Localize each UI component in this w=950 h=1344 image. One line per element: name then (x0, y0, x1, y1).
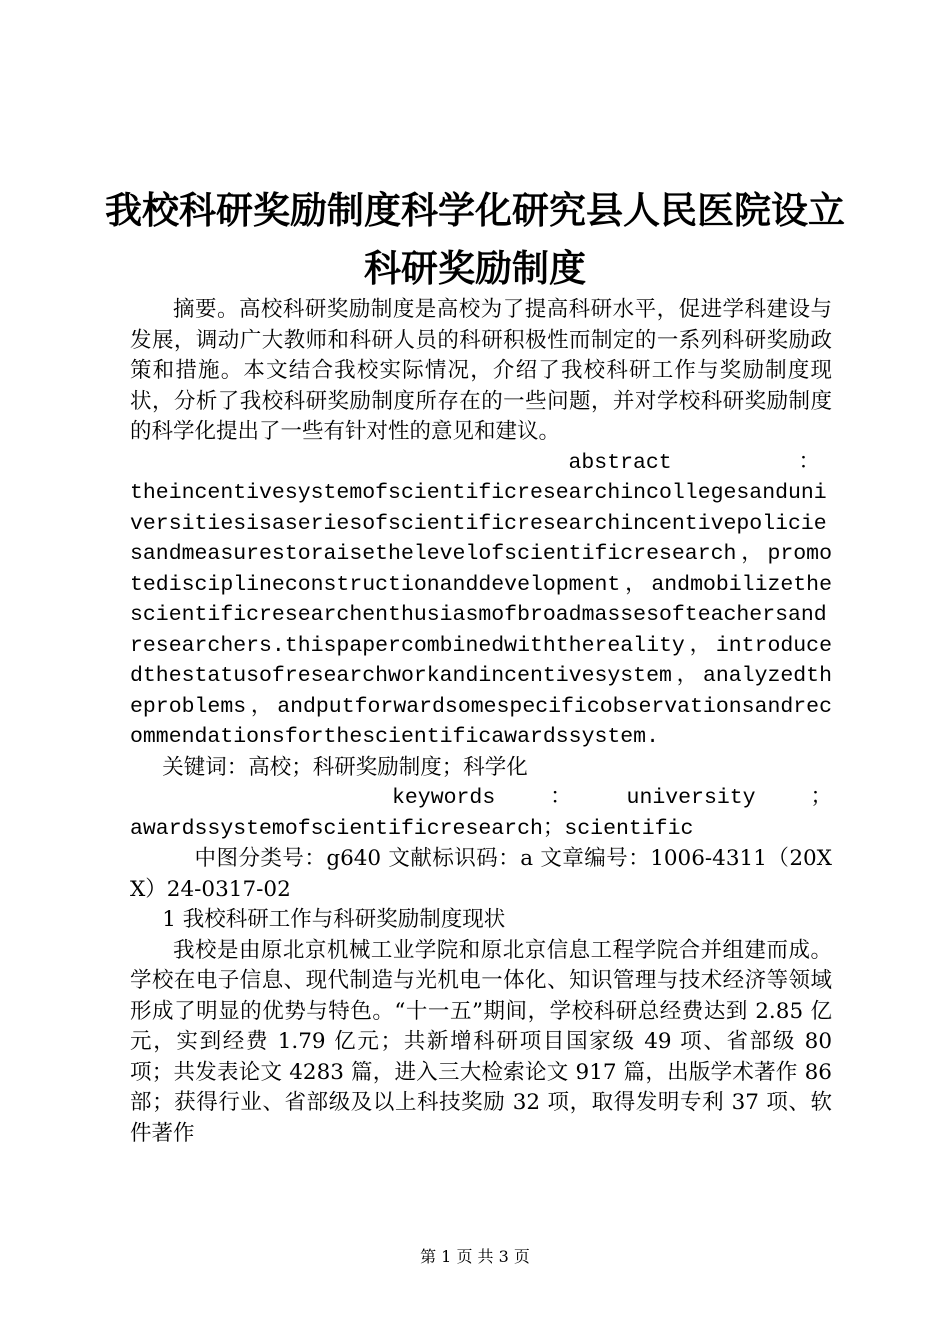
document-title-line-1: 我校科研奖励制度科学化研究县人民医院设立 (105, 188, 845, 232)
keywords-chinese: 关键词：高校；科研奖励制度；科学化 (162, 754, 528, 780)
section-1-heading: 1 我校科研工作与科研奖励制度现状 (162, 907, 506, 932)
keywords-english-colon: ： (550, 786, 572, 810)
classification-line: 中图分类号：g640 文献标识码：a 文章编号：1006-4311（20XX）24-0317-02 (130, 846, 832, 902)
keywords-english-first: university (626, 786, 756, 810)
section-1-paragraph: 我校是由原北京机械工业学院和原北京信息工程学院合并组建而成。学校在电子信息、现代制造与光机电一体化、知识管理与技术经济等领域形成了明显的优势与特色。“十一五”期间，学校科研总经费达到 2.85 亿元，实到经费 1.79 亿元；共新增科研项目国家级 49 项、省部级 80 项；共发表论文 4283 篇，进入三大检索论文 917 篇，出版学术著作 86 部；获得行业、省部级及以上科技奖励 32 项，取得发明专利 37 项、软件著作 (130, 937, 832, 1146)
keywords-english-heading (130, 783, 832, 814)
keywords-english-separator: ； (810, 786, 832, 810)
abstract-english-heading (130, 448, 832, 479)
abstract-english-colon: ： (798, 450, 820, 475)
abstract-english-label: abstract (568, 450, 672, 475)
abstract-english: theincentivesystemofscientificresearchincollegesanduniversitiesisaseriesofscientificresearchincentivepoliciesandmeasurestoraisethelevelofscientificresearch，promotedisciplineconstructionanddevelopment，andmobilizethescientificresearchenthusiasmofbroadmassesofteachersandresearchers.thispapercombinedwiththereality，introducedthestatusofresearchworkandincentivesystem，analyzedtheproblems，andputforwardsomespecificobservationsandrecommendationsforthescientificawardssystem. (130, 481, 832, 749)
abstract-chinese: 摘要。高校科研奖励制度是高校为了提高科研水平，促进学科建设与发展，调动广大教师和科研人员的科研积极性而制定的一系列科研奖励政策和措施。本文结合我校实际情况，介绍了我校科研工作与奖励制度现状，分析了我校科研奖励制度所存在的一些问题，并对学校科研奖励制度的科学化提出了一些有针对性的意见和建议。 (130, 297, 832, 444)
keywords-english-label: keywords (392, 786, 496, 810)
document-title-line-2: 科研奖励制度 (364, 246, 586, 290)
page-footer: 第 1 页 共 3 页 (420, 1247, 530, 1266)
document-body (130, 295, 832, 1149)
keywords-english-rest: awardssystemofscientificresearch；scientific (130, 816, 694, 841)
